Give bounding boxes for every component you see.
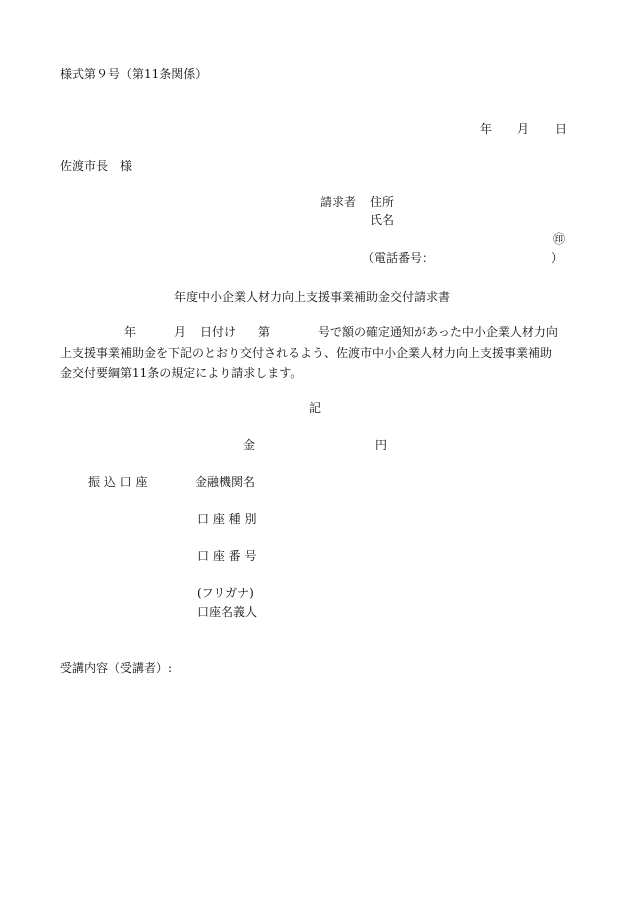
- institution-label: 金融機関名: [195, 475, 256, 489]
- date-day-label: 日: [555, 122, 568, 136]
- phone-label: （電話番号：: [362, 251, 435, 265]
- date-year-label: 年: [480, 122, 493, 136]
- amount-label: 金: [243, 438, 256, 452]
- amount-unit: 円: [375, 438, 388, 452]
- blank-number-prefix: 第: [258, 325, 271, 339]
- address-label: 住所: [370, 195, 395, 209]
- paragraph-line-2: 上支援事業補助金を下記のとおり交付されるよう、佐渡市中小企業人材力向上支援事業補助: [60, 345, 553, 360]
- blank-dated: 日付け: [200, 325, 237, 339]
- document-title: 年度中小企業人材力向上支援事業補助金交付請求書: [174, 290, 451, 304]
- record-heading: 記: [309, 401, 322, 415]
- blank-year: 年: [124, 325, 137, 339]
- name-label: 氏名: [370, 213, 395, 227]
- bank-account-heading: 振 込 口 座: [88, 475, 148, 489]
- requester-label: 請求者: [320, 195, 357, 209]
- paragraph-line-1: [60, 322, 570, 343]
- account-number-label: 口 座 番 号: [197, 549, 257, 563]
- paragraph-line-1-rest: 号で額の確定通知があった中小企業人材力向: [318, 325, 558, 339]
- form-number: 様式第９号（第11条関係）: [60, 67, 208, 81]
- blank-month: 月: [174, 325, 187, 339]
- account-type-label: 口 座 種 別: [197, 512, 257, 526]
- request-paragraph: [60, 322, 570, 384]
- seal-mark: ㊞: [553, 232, 566, 246]
- paragraph-line-3: 金交付要綱第11条の規定により請求します。: [60, 366, 303, 380]
- course-content-label: 受講内容（受講者）:: [60, 661, 173, 675]
- furigana-label: (フリガナ): [197, 586, 254, 600]
- account-holder-label: 口座名義人: [197, 605, 258, 619]
- phone-close-paren: ）: [551, 251, 564, 265]
- date-month-label: 月: [517, 122, 530, 136]
- addressee: 佐渡市長 様: [60, 159, 133, 173]
